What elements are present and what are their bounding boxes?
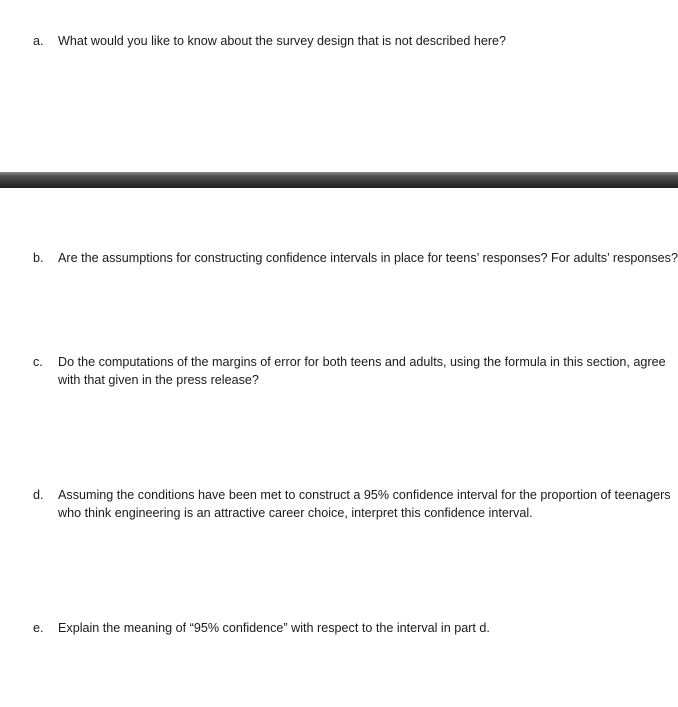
question-text: Assuming the conditions have been met to construct a 95% confidence interval for the proportion of teenagers who think engineering is an attractive career choice, interpret this confidence interval. [58,488,671,520]
question-letter: c. [33,355,43,369]
question-letter: e. [33,621,44,635]
question-letter: a. [33,34,44,48]
question-letter: b. [33,251,44,265]
question-text: Are the assumptions for constructing confidence intervals in place for teens’ responses? For adults’ responses? [58,251,678,265]
question-letter: d. [33,488,44,502]
question-text: Do the computations of the margins of error for both teens and adults, using the formula in this section, agree with that given in the press release? [58,355,666,387]
question-text: What would you like to know about the survey design that is not described here? [58,34,507,48]
question-text: Explain the meaning of “95% confidence” with respect to the interval in part d. [58,621,490,635]
section-divider-bar [0,172,678,188]
